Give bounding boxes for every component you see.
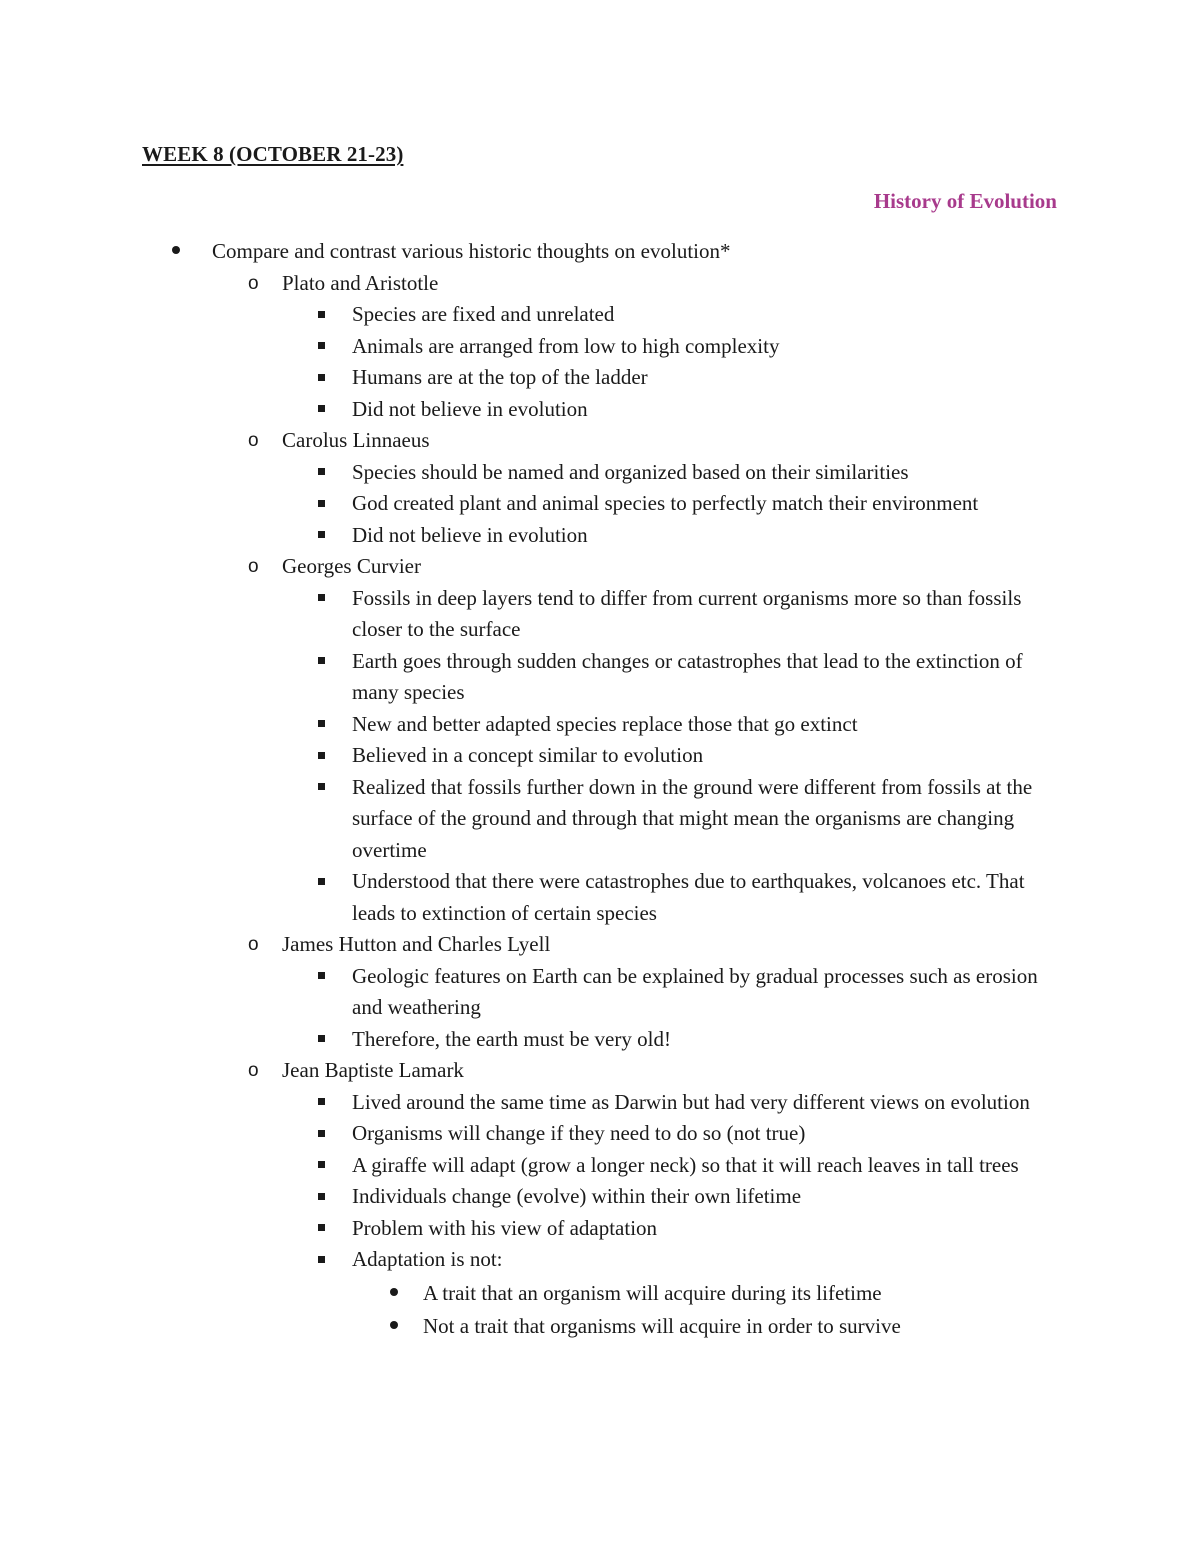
bullet-square-icon bbox=[318, 1245, 325, 1277]
outline-item-text: Geologic features on Earth can be explained by gradual processes such as erosion and weathering bbox=[352, 963, 1038, 1019]
bullet-square-icon bbox=[318, 1088, 325, 1120]
outline-item-text: Carolus Linnaeus bbox=[282, 428, 430, 452]
outline-item-level-3 bbox=[0, 520, 1200, 552]
outline-item-text: Animals are arranged from low to high complexity bbox=[352, 333, 780, 358]
outline-item-level-3 bbox=[0, 866, 1200, 929]
outline-item-level-3 bbox=[0, 1087, 1200, 1119]
bullet-square-icon bbox=[318, 363, 325, 395]
bullet-square-icon bbox=[318, 710, 325, 742]
bullet-square-icon bbox=[318, 458, 325, 490]
outline-item-text: Realized that fossils further down in the ground were different from fossils at the surface of the ground and through that might mean the organisms are changing overtime bbox=[352, 774, 1033, 862]
outline-item-text: Individuals change (evolve) within their own lifetime bbox=[352, 1184, 802, 1208]
outline-item-level-2 bbox=[0, 425, 1200, 457]
outline-item-text: Plato and Aristotle bbox=[282, 270, 439, 295]
bullet-square-icon bbox=[318, 1151, 325, 1183]
outline-item-text: God created plant and animal species to perfectly match their environment bbox=[352, 491, 979, 515]
bullet-o-icon: o bbox=[248, 430, 259, 451]
outline-item-text: Species are fixed and unrelated bbox=[352, 302, 615, 326]
outline-item-level-1 bbox=[0, 236, 1200, 268]
outline-item-text: Jean Baptiste Lamark bbox=[282, 1058, 464, 1082]
outline-item-level-3 bbox=[0, 740, 1200, 772]
outline-item-text: Adaptation is not: bbox=[352, 1247, 503, 1271]
outline-item-level-3 bbox=[0, 772, 1200, 867]
outline-item-level-3 bbox=[0, 1181, 1200, 1213]
outline-item-level-2 bbox=[0, 1055, 1200, 1087]
outline-item-text: Problem with his view of adaptation bbox=[352, 1215, 658, 1240]
outline-item-level-3 bbox=[0, 961, 1200, 1024]
outline-item-text: Compare and contrast various historic thoughts on evolution* bbox=[212, 239, 731, 263]
outline-item-text: Believed in a concept similar to evolution bbox=[352, 743, 704, 767]
bullet-o-icon: o bbox=[248, 1060, 259, 1081]
outline-item-text: Organisms will change if they need to do so (not true) bbox=[352, 1121, 806, 1145]
outline-item-text: Did not believe in evolution bbox=[352, 522, 588, 547]
outline-item-level-4 bbox=[0, 1278, 1200, 1310]
outline-item-level-3 bbox=[0, 331, 1200, 363]
bullet-square-icon bbox=[318, 962, 325, 994]
topic-title: History of Evolution bbox=[873, 189, 1057, 213]
outline-item-level-4 bbox=[0, 1311, 1200, 1343]
outline-item-level-3 bbox=[0, 1244, 1200, 1276]
outline-item-level-3 bbox=[0, 362, 1200, 394]
bullet-square-icon bbox=[318, 584, 325, 616]
outline-item-text: Understood that there were catastrophes due to earthquakes, volcanoes etc. That leads to extinction of certain species bbox=[352, 869, 1025, 925]
outline-item-text: Not a trait that organisms will acquire in order to survive bbox=[423, 1314, 901, 1338]
bullet-square-icon bbox=[318, 647, 325, 679]
outline-item-text: Did not believe in evolution bbox=[352, 396, 588, 421]
bullet-square-icon bbox=[318, 395, 325, 427]
outline-item-text: Georges Curvier bbox=[282, 554, 421, 578]
outline-item-level-3 bbox=[0, 1118, 1200, 1150]
bullet-square-icon bbox=[318, 741, 325, 773]
notes-outline bbox=[0, 236, 1200, 1343]
outline-item-level-2 bbox=[0, 929, 1200, 961]
bullet-square-icon bbox=[318, 300, 325, 332]
outline-item-level-3 bbox=[0, 488, 1200, 520]
outline-item-text: Fossils in deep layers tend to differ from current organisms more so than fossils closer to the surface bbox=[352, 585, 1022, 641]
bullet-square-icon bbox=[318, 521, 325, 553]
outline-item-text: Lived around the same time as Darwin but had very different views on evolution bbox=[352, 1089, 1030, 1114]
bullet-disc-icon bbox=[390, 1311, 398, 1343]
bullet-square-icon bbox=[318, 1182, 325, 1214]
bullet-disc-icon bbox=[172, 236, 180, 268]
outline-item-level-3 bbox=[0, 1024, 1200, 1056]
bullet-square-icon bbox=[318, 1119, 325, 1151]
outline-item-text: New and better adapted species replace those that go extinct bbox=[352, 711, 858, 736]
outline-item-level-3 bbox=[0, 299, 1200, 331]
outline-item-text: Therefore, the earth must be very old! bbox=[352, 1026, 671, 1051]
bullet-square-icon bbox=[318, 1214, 325, 1246]
bullet-o-icon: o bbox=[248, 272, 259, 294]
outline-item-level-3 bbox=[0, 1213, 1200, 1245]
bullet-square-icon bbox=[318, 773, 325, 805]
outline-item-level-3 bbox=[0, 646, 1200, 709]
outline-item-text: Species should be named and organized based on their similarities bbox=[352, 459, 909, 484]
bullet-o-icon: o bbox=[248, 556, 259, 577]
outline-item-text: James Hutton and Charles Lyell bbox=[282, 932, 551, 956]
outline-item-level-2 bbox=[0, 268, 1200, 300]
outline-item-level-3 bbox=[0, 709, 1200, 741]
outline-item-text: Humans are at the top of the ladder bbox=[352, 365, 648, 389]
outline-item-text: Earth goes through sudden changes or catastrophes that lead to the extinction of many species bbox=[352, 648, 1023, 704]
outline-item-level-3 bbox=[0, 457, 1200, 489]
bullet-square-icon bbox=[318, 867, 325, 899]
bullet-square-icon bbox=[318, 1025, 325, 1057]
week-heading: WEEK 8 (OCTOBER 21-23) bbox=[142, 142, 404, 166]
bullet-square-icon bbox=[318, 332, 325, 364]
bullet-square-icon bbox=[318, 489, 325, 521]
outline-item-text: A trait that an organism will acquire during its lifetime bbox=[423, 1280, 882, 1305]
bullet-o-icon: o bbox=[248, 934, 259, 955]
outline-item-level-2 bbox=[0, 551, 1200, 583]
outline-item-level-3 bbox=[0, 1150, 1200, 1182]
outline-item-text: A giraffe will adapt (grow a longer neck) so that it will reach leaves in tall trees bbox=[352, 1152, 1019, 1177]
bullet-disc-icon bbox=[390, 1278, 398, 1310]
outline-item-level-3 bbox=[0, 583, 1200, 646]
outline-item-level-3 bbox=[0, 394, 1200, 426]
